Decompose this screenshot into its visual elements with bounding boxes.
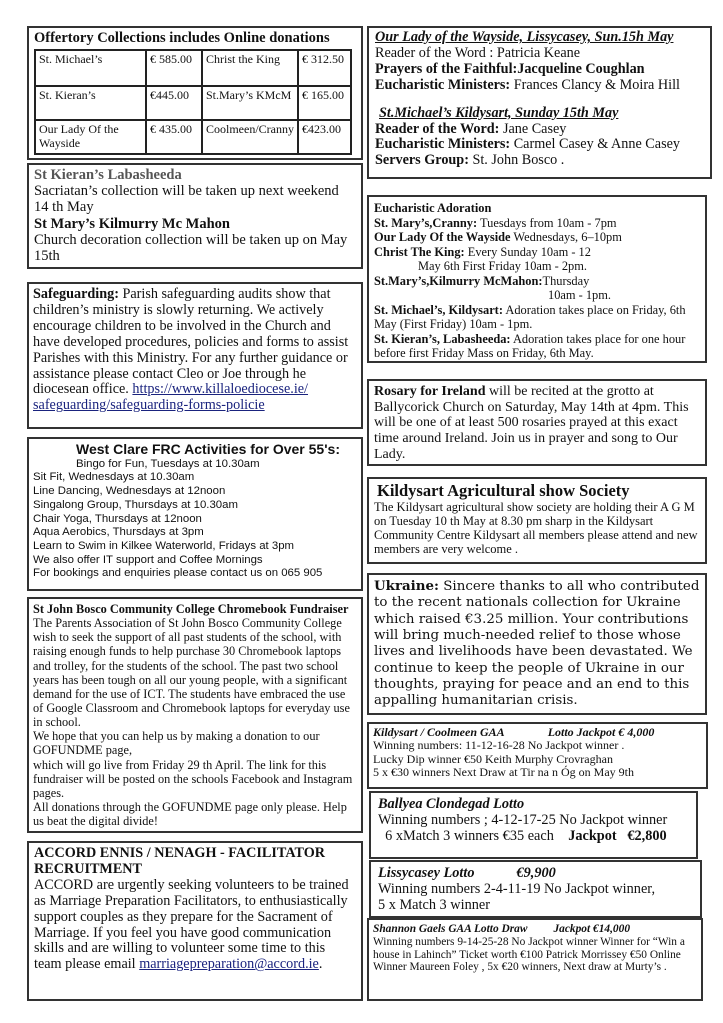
lissycasey-title: Lissycasey Lotto [378, 865, 475, 881]
kilmurry-text: Church decoration collection will be taken up on May 15th [34, 231, 348, 265]
kieran-text: Sacriatan’s collection will be taken up next weekend 14 th May [34, 183, 339, 216]
table-cell: Our Lady Of the Wayside [35, 120, 146, 154]
rota-line [375, 46, 704, 62]
ukraine-text [374, 578, 700, 710]
agri-text: The Kildysart agricultural show society are holding their A G M on Tuesday 10 th May at 8.30 pm sharp in the Kildysart Community Centre Kildysart all members please attend and new members are very welcome . [374, 500, 698, 557]
adoration-value: Thursday [542, 273, 590, 288]
gaa-jackpot: Lotto Jackpot € 4,000 [547, 725, 655, 739]
rosary-text [374, 384, 700, 462]
table-cell: € 585.00 [146, 50, 202, 86]
rosary-body: will be recited at the grotto at Ballycorick Church on Saturday, May 14th at 4pm. This will be one of at least 500 rosaries prayed at this exact time around Ireland. Join us in prayer and song to Our Lady. [374, 384, 689, 462]
table-cell: € 312.50 [298, 50, 351, 86]
ballyea-winners: 6 xMatch 3 winners €35 each [378, 828, 569, 844]
adoration-line [374, 230, 700, 245]
ballyea-title: Ballyea Clondegad Lotto [378, 796, 525, 812]
rota-line [375, 78, 704, 94]
adoration-label: St.Mary’s,Kilmurry McMahon: [374, 273, 543, 288]
westclare-item: We also offer IT support and Coffee Mornings [33, 553, 263, 566]
rota-value: Reader of the Word : Patricia Keane [375, 44, 581, 61]
lissycasey-line: Winning numbers 2-4-11-19 No Jackpot winner, [378, 881, 656, 897]
adoration-line: 10am - 1pm. [548, 288, 611, 302]
ballyea-jackpot: Jackpot €2,800 [568, 828, 667, 844]
rota-label: Prayers of the Faithful:Jacqueline Coughlan [375, 60, 645, 77]
adoration-value: Adoration takes place for one hour before first Friday Mass on Friday, 6th May. [374, 331, 686, 360]
table-row [35, 120, 351, 154]
table-cell: €423.00 [298, 120, 351, 154]
rota-line [375, 153, 704, 169]
table-cell: St.Mary’s KMcM [202, 86, 298, 120]
kildysart-gaa-box [367, 722, 708, 789]
adoration-value: Adoration takes place on Friday, 6th May (First Friday) 10am - 1pm. [374, 302, 686, 331]
rota-line [375, 122, 704, 138]
adoration-box [367, 195, 707, 363]
rota-label: Eucharistic Ministers: [375, 136, 511, 153]
agri-box [367, 477, 707, 564]
adoration-label: St. Kieran’s, Labasheeda: [374, 331, 511, 346]
lissycasey-line: 5 x Match 3 winner [378, 897, 490, 913]
table-cell: St. Kieran’s [35, 86, 146, 120]
safeguarding-link[interactable]: https://www.killaloediocese.ie/ [132, 381, 309, 398]
bosco-text: We hope that you can help us by making a donation to our GOFUNDME page, [33, 729, 320, 758]
westclare-item: For bookings and enquiries please contact us on 065 905 [33, 567, 323, 580]
offertory-title: Offertory Collections includes Online donations [34, 30, 330, 46]
adoration-line [374, 303, 700, 332]
rota-label: Reader of the Word: [375, 120, 500, 137]
kilmurry-title: St Mary’s Kilmurry Mc Mahon [34, 215, 230, 232]
adoration-value: Wednesdays, 6–10pm [510, 230, 622, 244]
ukraine-label: Ukraine: [374, 578, 439, 594]
adoration-line [374, 274, 700, 289]
offertory-box [27, 26, 363, 160]
shannon-box [367, 918, 703, 1001]
agri-title: Kildysart Agricultural show Society [377, 481, 630, 500]
shannon-jackpot: Jackpot €14,000 [553, 923, 631, 935]
table-row [35, 50, 351, 86]
bosco-text: All donations through the GOFUNDME page only please. Help us beat the digital divide! [33, 799, 347, 829]
adoration-label: Christ The King: [374, 244, 465, 259]
rota-value: Jane Casey [499, 120, 567, 137]
lissycasey-title-line [378, 865, 693, 881]
adoration-line [374, 332, 700, 361]
accord-box [27, 841, 363, 1001]
wayside-title: Our Lady of the Wayside, Lissycasey, Sun.15h May [375, 29, 674, 45]
table-cell: €445.00 [146, 86, 202, 120]
rota-label: Servers Group: [375, 152, 469, 169]
adoration-label: St. Michael’s, Kildysart: [374, 302, 503, 317]
adoration-value: Every Sunday 10am - 12 [464, 244, 591, 259]
safeguarding-text [33, 287, 357, 414]
ukraine-body: Sincere thanks to all who contributed to the recent nationals collection for Ukraine which raised €3.25 million. Your contributions will bring much-needed relief to those whose lives and livelihoods have been devastated. We continue to keep the people of Ukraine in our thoughts, praying for peace and an end to this appalling humanitarian crisis. [374, 579, 700, 709]
table-cell: Christ the King [202, 50, 298, 86]
ballyea-line [378, 828, 689, 844]
bosco-text: which will go live from Friday 29 th April. The link for this fundraiser will be posted on the schools Facebook and Instagram pages. [33, 757, 353, 800]
safeguarding-body: Parish safeguarding audits show that children’s ministry is slowly returning. We actively encourage children to be involved in the Church and have developed procedures, policies and forms to assist Parishes with this Ministry. For any further guidance or assistance please contact Cleo or Joe through he diocesean office. [33, 286, 349, 398]
adoration-label: Our Lady Of the Wayside [374, 230, 511, 244]
gaa-line: 5 x €30 winners Next Draw at Tir na n Óg on May 9th [373, 765, 634, 780]
safeguarding-box [27, 282, 363, 429]
bosco-title: St John Bosco Community College Chromebook Fundraiser [33, 602, 349, 616]
shannon-title: Shannon Gaels GAA Lotto Draw [373, 923, 528, 935]
gaa-line: Lucky Dip winner €50 Keith Murphy Crovraghan [373, 751, 613, 766]
rota-value: St. John Bosco . [468, 152, 565, 169]
rosary-label: Rosary for Ireland [374, 384, 486, 399]
westclare-item: Aqua Aerobics, Thursdays at 3pm [33, 526, 204, 539]
table-cell: € 165.00 [298, 86, 351, 120]
westclare-box [27, 437, 363, 591]
westclare-item: Bingo for Fun, Tuesdays at 10.30am [76, 457, 260, 470]
westclare-item: Sit Fit, Wednesdays at 10.30am [33, 471, 195, 484]
rota-label: Eucharistic Ministers: [375, 76, 511, 93]
westclare-item: Line Dancing, Wednesdays at 12noon [33, 485, 226, 498]
accord-email-link[interactable]: marriagepreparation@accord.ie [139, 956, 319, 973]
shannon-title-line [373, 923, 697, 936]
rota-box [367, 26, 712, 179]
table-cell: € 435.00 [146, 120, 202, 154]
kieran-title: St Kieran’s Labasheeda [34, 167, 182, 183]
ballyea-line: Winning numbers ; 4-12-17-25 No Jackpot winner [378, 812, 668, 828]
westclare-item: Learn to Swim in Kilkee Waterworld, Fridays at 3pm [33, 539, 295, 552]
bosco-text: The Parents Association of St John Bosco Community College wish to seek the support of all past students of the school, with raising enough funds to help purchase 30 Chromebook laptops and trolley, for the students of the school. The past two school years has been tough on all our young people, with a significant demand for the use of ICT. The students have embraced the use of Google Classroom and Chromebook laptops for everyday use in school. [33, 616, 350, 730]
gaa-title: Kildysart / Coolmeen GAA [373, 725, 505, 739]
michaels-title: St.Michael’s Kildysart, Sunday 15th May [379, 104, 619, 121]
gaa-line: Winning numbers: 11-12-16-28 No Jackpot winner . [373, 738, 625, 753]
lissycasey-box [369, 860, 702, 918]
lissycasey-jackpot: €9,900 [516, 865, 556, 881]
adoration-line [374, 245, 700, 260]
accord-body: ACCORD are urgently seeking volunteers to be trained as Marriage Preparation Facilitators, to enthusiastically support couples as they prepare for the Sacrament of Marriage. If you feel you have good communication skills and are willing to volunteer some time to this team please email [34, 876, 349, 973]
safeguarding-label: Safeguarding: [33, 286, 119, 302]
adoration-line [374, 216, 700, 231]
gaa-title-line [373, 726, 702, 739]
offertory-table [34, 49, 352, 155]
rosary-box [367, 379, 707, 466]
rota-value: Carmel Casey & Anne Casey [510, 136, 680, 153]
accord-end: . [318, 956, 323, 973]
ukraine-box [367, 573, 707, 715]
bosco-box [27, 597, 363, 833]
kieran-box [27, 163, 363, 269]
rota-line [375, 137, 704, 153]
adoration-value: Tuesdays from 10am - 7pm [477, 215, 617, 230]
accord-text [34, 878, 356, 973]
ballyea-box [369, 791, 698, 859]
westclare-item: Chair Yoga, Thursdays at 12noon [33, 512, 202, 525]
table-row [35, 86, 351, 120]
table-cell: Coolmeen/Cranny [202, 120, 298, 154]
westclare-title: West Clare FRC Activities for Over 55's: [76, 441, 340, 457]
table-cell: St. Michael’s [35, 50, 146, 86]
rota-line [375, 62, 704, 78]
westclare-item: Singalong Group, Thursdays at 10.30am [33, 498, 238, 511]
adoration-label: St. Mary’s,Cranny: [374, 215, 478, 230]
safeguarding-link-2[interactable]: safeguarding/safeguarding-forms-policie [33, 397, 265, 414]
accord-title: ACCORD ENNIS / NENAGH - FACILITATOR RECRUITMENT [34, 845, 326, 877]
shannon-text: Winning numbers 9-14-25-28 No Jackpot winner Winner for “Win a house in Lahinch” Ticket worth €100 Patrick Morrissey €50 Online Winner Maureen Foley , 5x €20 winners, Next draw at Murty’s . [373, 935, 685, 974]
adoration-line: May 6th First Friday 10am - 2pm. [418, 259, 587, 273]
rota-value: Frances Clancy & Moira Hill [510, 76, 680, 93]
adoration-title: Eucharistic Adoration [374, 201, 492, 215]
